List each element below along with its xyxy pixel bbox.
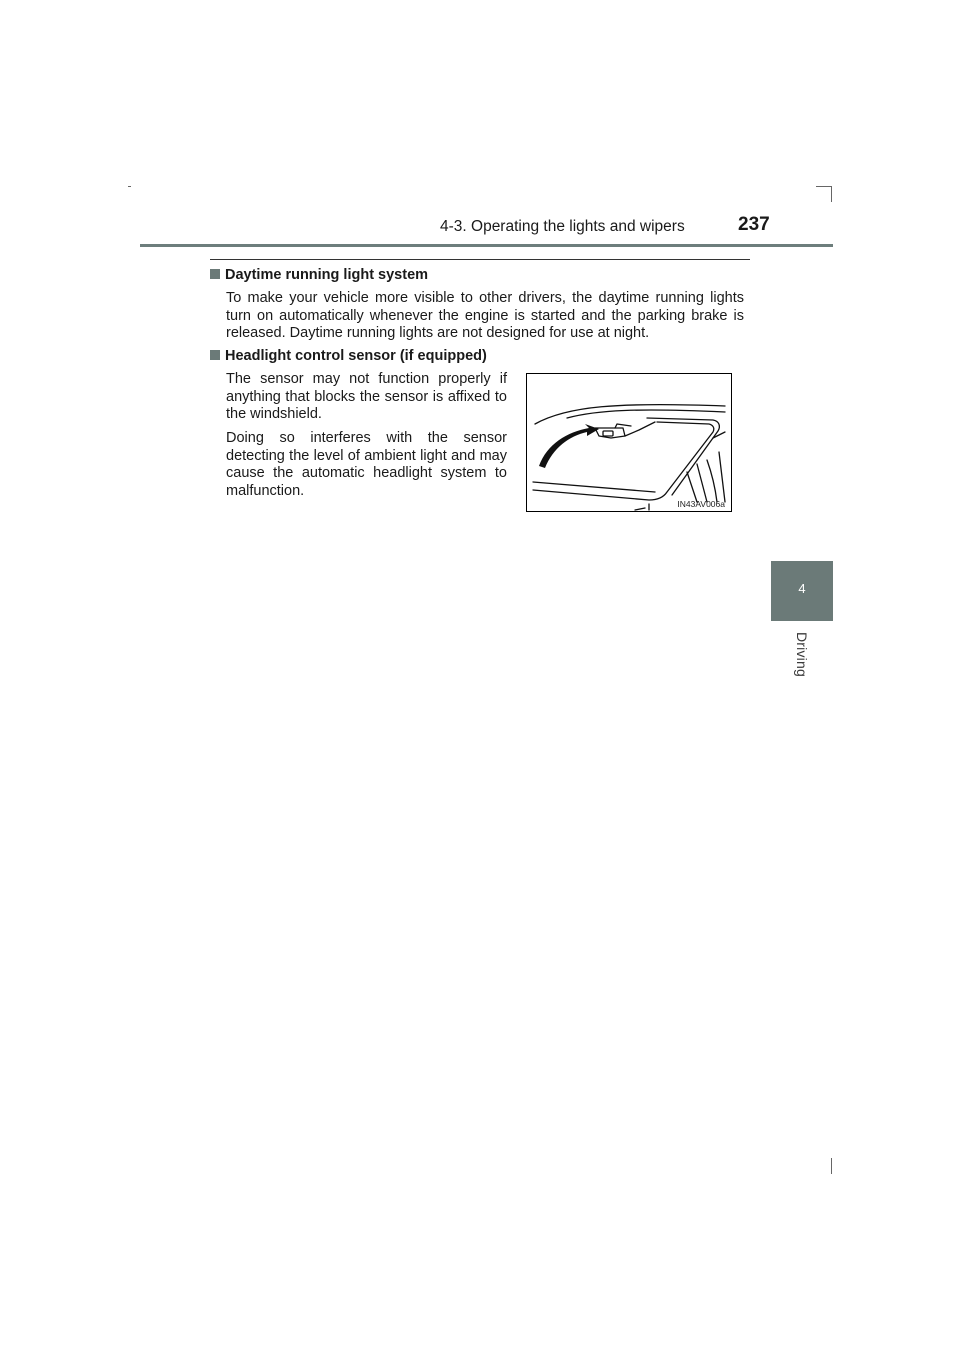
crop-mark	[128, 186, 131, 187]
chapter-label-box	[772, 632, 832, 692]
heading-text: Headlight control sensor (if equipped)	[225, 348, 487, 364]
section-heading-daytime	[210, 267, 428, 283]
paragraph-sensor-1: The sensor may not function properly if anything that blocks the sensor is affixed to the windshield.	[226, 371, 507, 423]
chapter-tab	[771, 561, 833, 621]
paragraph-sensor-2: Doing so interferes with the sensor detecting the level of ambient light and may cause the automatic headlight system to malfunction.	[226, 430, 507, 499]
square-bullet-icon	[210, 269, 220, 279]
figure-code: IN43AV006a	[677, 499, 725, 509]
section-divider	[210, 259, 750, 260]
crop-mark	[831, 186, 832, 202]
page-number: 237	[738, 214, 770, 235]
square-bullet-icon	[210, 350, 220, 360]
chapter-label: Driving	[794, 632, 810, 677]
chapter-number: 4	[798, 581, 806, 596]
paragraph-daytime: To make your vehicle more visible to other drivers, the daytime running lights turn on automatically whenever the engine is started and the parking brake is released. Daytime running lights are not designed for use at night.	[226, 290, 744, 342]
section-heading-sensor	[210, 348, 487, 364]
heading-text: Daytime running light system	[225, 267, 429, 283]
header-rule	[140, 244, 833, 247]
crop-mark	[831, 1158, 832, 1174]
crop-mark	[816, 186, 832, 187]
windshield-sensor-illustration	[526, 373, 732, 512]
windshield-drawing	[527, 374, 733, 513]
page-header-title: 4-3. Operating the lights and wipers	[440, 218, 685, 235]
